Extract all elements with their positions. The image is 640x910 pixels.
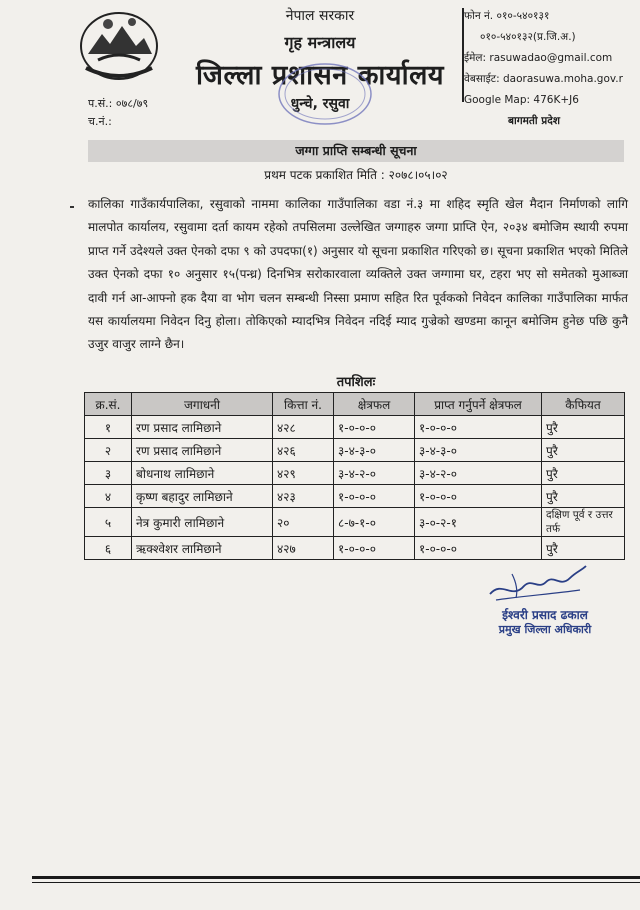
government-name: नेपाल सरकार — [285, 8, 355, 24]
cell-owner: ऋक्श्वेशर लामिछाने — [132, 537, 273, 560]
contact-block — [464, 6, 640, 132]
cell-acquire-area: ३-४-२-० — [415, 462, 542, 485]
office-stamp — [270, 58, 380, 130]
cell-acquire-area: १-०-०-० — [415, 485, 542, 508]
cell-owner: कृष्ण बहादुर लामिछाने — [132, 485, 273, 508]
cell-serial: ३ — [85, 462, 132, 485]
cell-serial: ५ — [85, 508, 132, 537]
office-name: जिल्ला प्रशासन कार्यालय — [195, 60, 445, 91]
margin-mark — [70, 206, 74, 208]
cell-plot: ४२३ — [273, 485, 334, 508]
cell-area: ८-७-१-० — [334, 508, 415, 537]
cell-plot: २० — [273, 508, 334, 537]
publication-date: प्रथम पटक प्रकाशित मिति : २०७८।०५।०२ — [264, 168, 448, 182]
cell-plot: ४२८ — [273, 416, 334, 439]
table-row — [85, 462, 625, 485]
cell-serial: ६ — [85, 537, 132, 560]
cell-acquire-area: ३-४-३-० — [415, 439, 542, 462]
col-serial: क्र.सं. — [85, 393, 132, 416]
cell-owner: रण प्रसाद लामिछाने — [132, 416, 273, 439]
table-row — [85, 537, 625, 560]
reference-block — [88, 95, 148, 131]
cell-remarks: पुरै — [542, 439, 625, 462]
table-row — [85, 508, 625, 537]
col-owner: जगाधनी — [132, 393, 273, 416]
cell-acquire-area: १-०-०-० — [415, 537, 542, 560]
cell-acquire-area: ३-०-२-१ — [415, 508, 542, 537]
col-remarks: कैफियत — [542, 393, 625, 416]
notice-body: कालिका गाउँकार्यपालिका, रसुवाको नाममा कालिका गाउँपालिका वडा नं.३ मा शहिद स्मृति खेल मैदान निर्माणको लागि मालपोत कार्यालय, रसुवामा दर्ता कायम रहेको तपसिलमा उल्लेखित जग्गाहरु जग्गा प्राप्ति ऐन, २०३४ बमोजिम स्थायी रुपमा प्राप्त गर्ने उदेश्यले उक्त ऐनको दफा ९ को उपदफा(१) अनुसार यो सूचना प्रकाशित गरिएको छ। सूचना प्रकाशित भएको मितिले उक्त ऐनको दफा १० अनुसार १५(पन्ध्र) दिनभित्र सरोकारवाला व्यक्तिले उक्त जग्गामा घर, टहरा भए सो समेतको मुआब्जा दावी गर्न आ-आफ्नो हक दैया वा भोग चलन सम्बन्धी निस्सा प्रमाण सहित रित पूर्वकको निवेदन कालिका गाउँपालिका मार्फत यस कार्यालयमा निवेदन दिनु होला। तोकिएको म्यादभित्र निवेदन नदिई म्याद गुज्रेको खण्डमा कानून बमोजिम हुनेछ पछि कुनै उजुर वाजुर लाग्ने छैन। — [88, 197, 628, 352]
table-row — [85, 439, 625, 462]
cell-serial: १ — [85, 416, 132, 439]
cell-owner: रण प्रसाद लामिछाने — [132, 439, 273, 462]
office-address: धुन्चे, रसुवा — [290, 96, 350, 112]
col-plot: कित्ता नं. — [273, 393, 334, 416]
cell-area: १-०-०-० — [334, 416, 415, 439]
land-schedule-table — [84, 392, 625, 560]
cell-remarks: पुरै — [542, 537, 625, 560]
map-code: Google Map: 476K+J6 — [464, 94, 579, 106]
cell-area: ३-४-२-० — [334, 462, 415, 485]
signer-title: प्रमुख जिल्ला अधिकारी — [498, 623, 592, 636]
footer-rule — [32, 876, 640, 879]
cell-serial: ४ — [85, 485, 132, 508]
col-area: क्षेत्रफल — [334, 393, 415, 416]
cell-area: १-०-०-० — [334, 485, 415, 508]
phone-primary: फोन नं. ०१०-५४०१३१ — [464, 10, 550, 22]
phone-secondary: ०१०-५४०१३२(प्र.जि.अ.) — [480, 31, 576, 43]
nepal-emblem-logo — [78, 10, 160, 82]
cell-plot: ४२६ — [273, 439, 334, 462]
cell-area: ३-४-३-० — [334, 439, 415, 462]
cell-plot: ४२७ — [273, 537, 334, 560]
table-header-row — [85, 393, 625, 416]
col-acquire-area: प्राप्त गर्नुपर्ने क्षेत्रफल — [415, 393, 542, 416]
letter-number: प.सं.: ०७८/७९ — [88, 97, 149, 110]
table-row — [85, 485, 625, 508]
cell-remarks: पुरै — [542, 462, 625, 485]
province-name: बागमती प्रदेश — [508, 115, 560, 127]
table-row — [85, 416, 625, 439]
footer-rule-thin — [32, 882, 640, 883]
email-address: ईमेल: rasuwadao@gmail.com — [464, 52, 613, 64]
ministry-name: गृह मन्त्रालय — [284, 33, 356, 52]
schedule-label: तपशिलः — [336, 375, 376, 390]
cell-remarks: दक्षिण पूर्व र उत्तर तर्फ — [542, 508, 625, 537]
cell-area: १-०-०-० — [334, 537, 415, 560]
notice-subject: जग्गा प्राप्ति सम्बन्धी सूचना — [88, 140, 624, 162]
dispatch-number: च.नं.: — [88, 115, 112, 128]
cell-plot: ४२९ — [273, 462, 334, 485]
cell-owner: नेत्र कुमारी लामिछाने — [132, 508, 273, 537]
website-address: वेबसाईट: daorasuwa.moha.gov.r — [464, 73, 623, 85]
cell-serial: २ — [85, 439, 132, 462]
cell-owner: बोधनाथ लामिछाने — [132, 462, 273, 485]
signer-name: ईश्वरी प्रसाद ढकाल — [502, 608, 588, 622]
cell-remarks: पुरै — [542, 485, 625, 508]
cell-remarks: पुरै — [542, 416, 625, 439]
handwritten-signature — [482, 560, 592, 606]
cell-acquire-area: १-०-०-० — [415, 416, 542, 439]
